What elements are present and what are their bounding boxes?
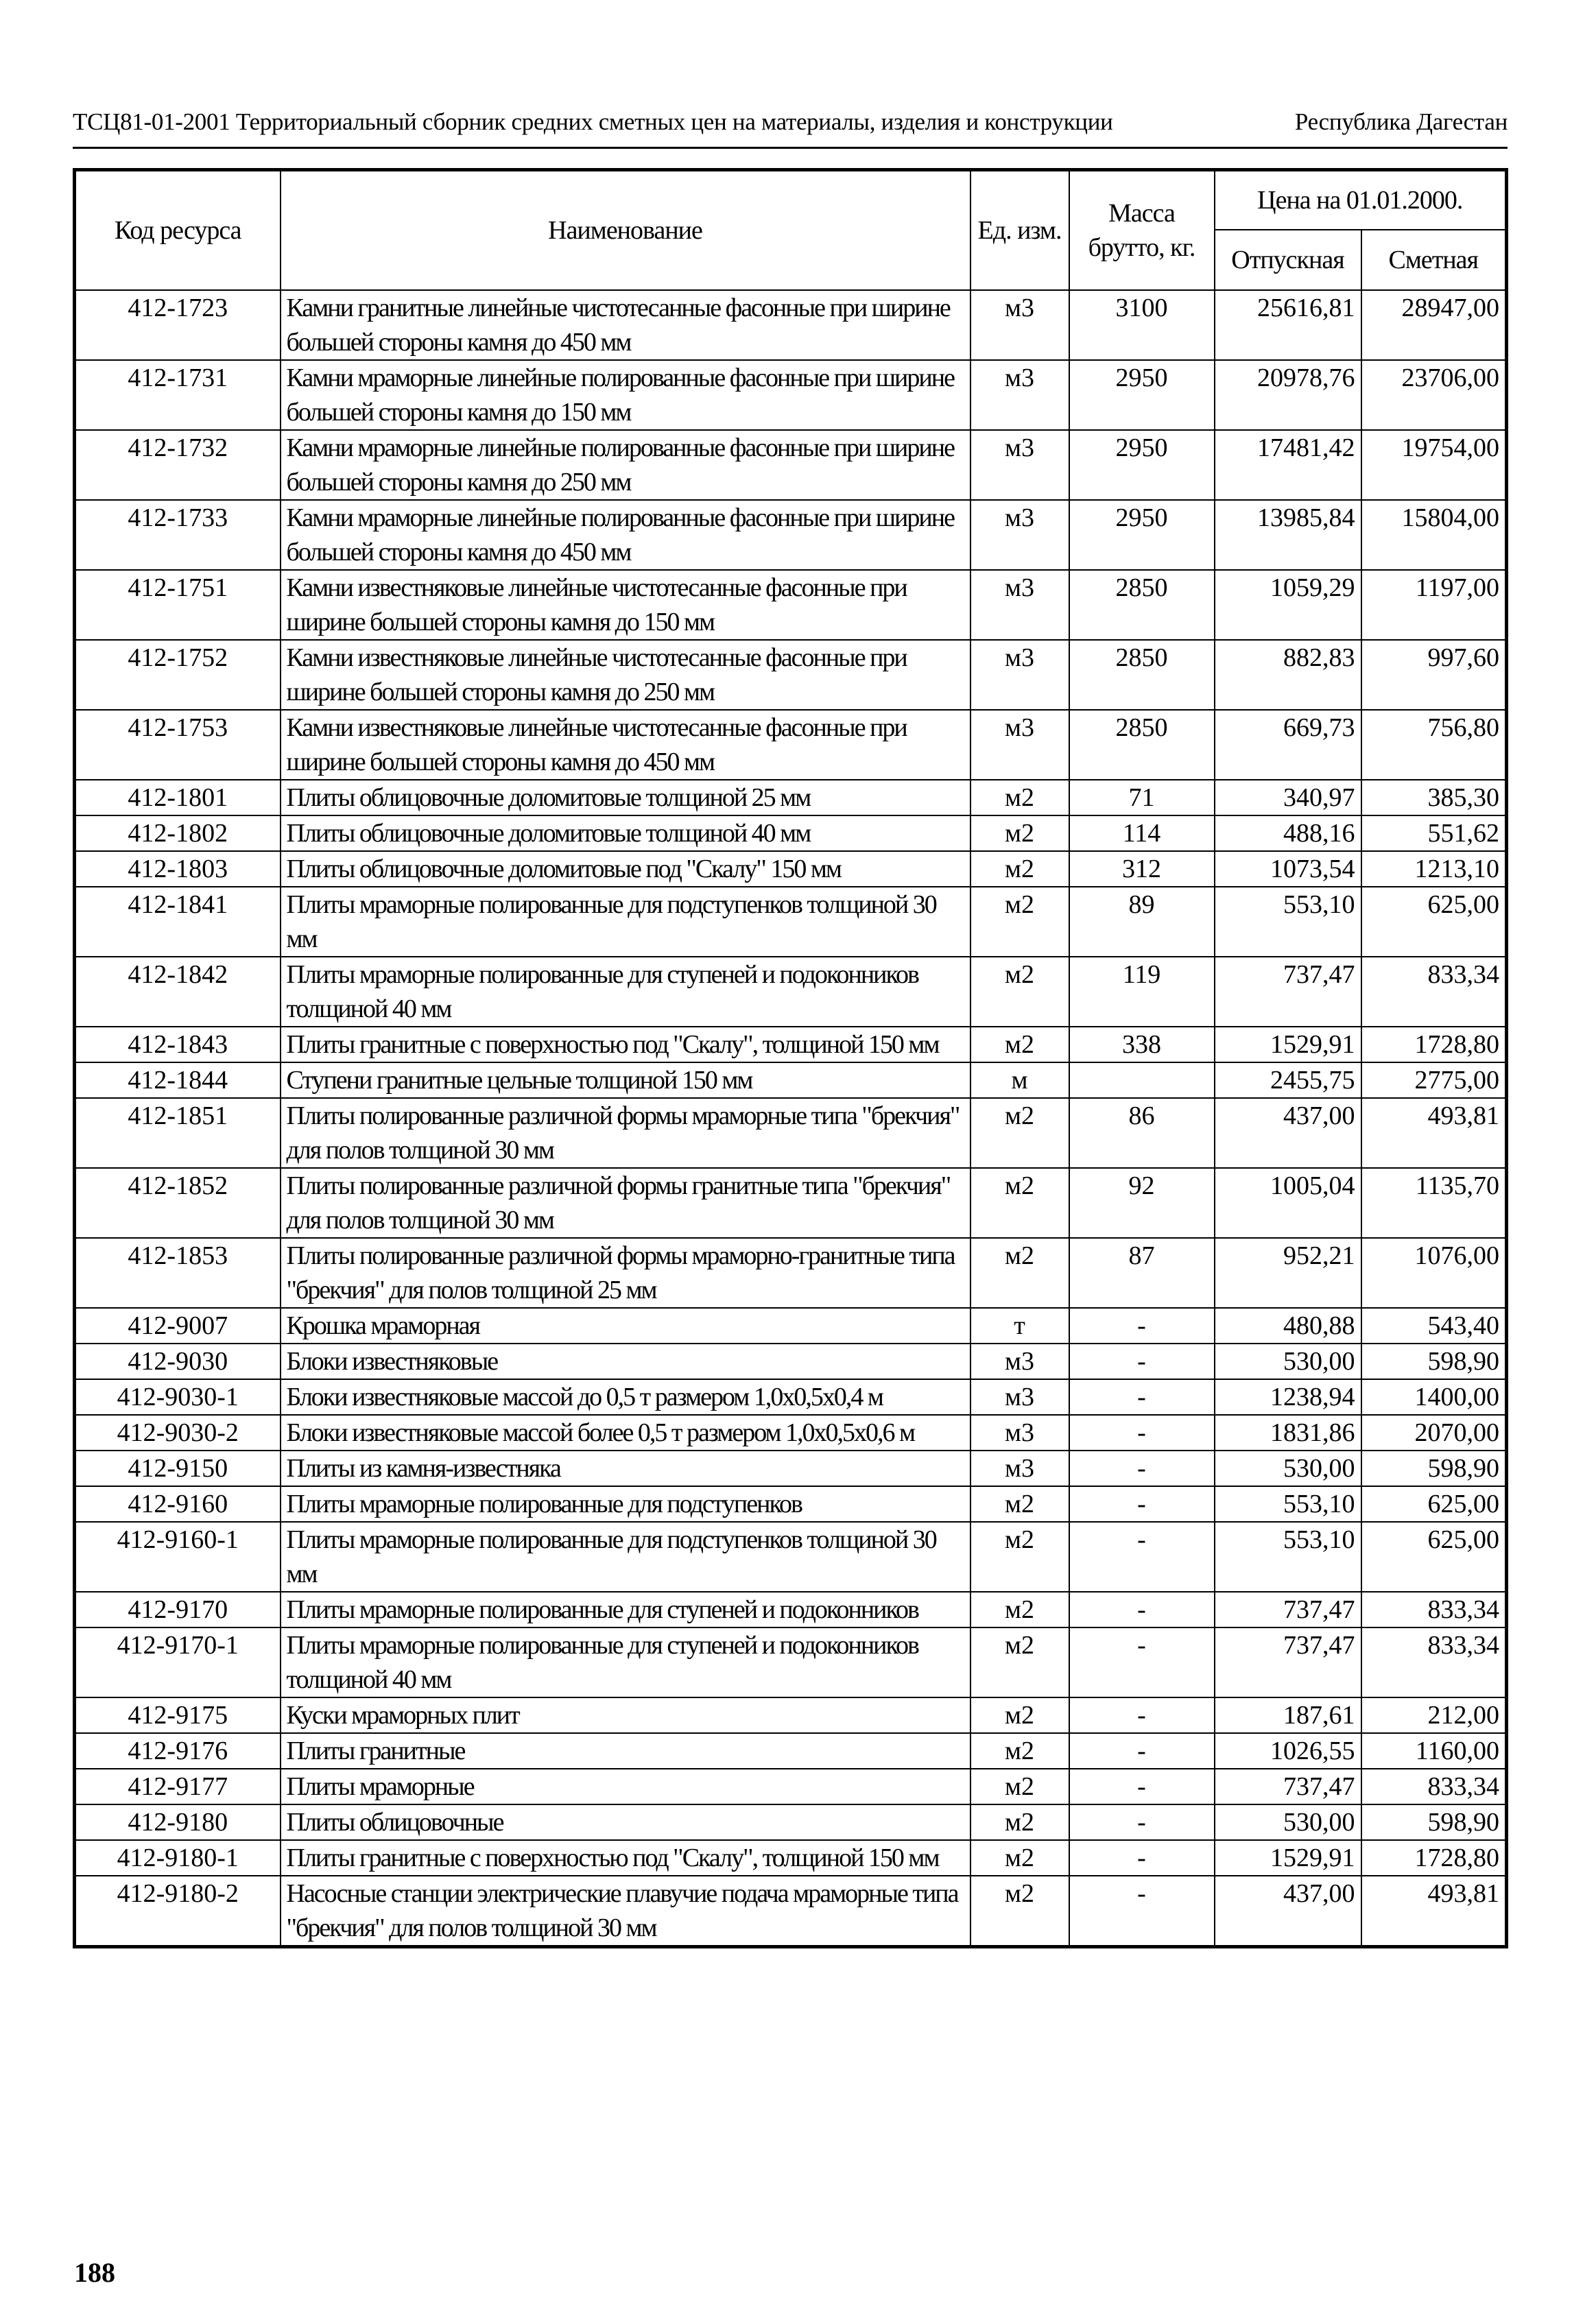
cell-resource-code: 412-1844 (75, 1062, 281, 1098)
cell-resource-code: 412-9160-1 (75, 1522, 281, 1592)
cell-resource-code: 412-1853 (75, 1238, 281, 1308)
cell-resource-code: 412-1843 (75, 1027, 281, 1062)
cell-mass: 3100 (1069, 290, 1215, 360)
cell-mass: 312 (1069, 851, 1215, 887)
table-row (75, 1486, 1507, 1522)
cell-resource-code: 412-1751 (75, 570, 281, 640)
cell-release-price: 882,83 (1215, 640, 1361, 710)
cell-name: Плиты мраморные полированные для ступеней и подоконников (281, 1592, 970, 1627)
cell-mass: - (1069, 1697, 1215, 1733)
cell-mass: 89 (1069, 887, 1215, 957)
column-header-name: Наименование (281, 170, 970, 291)
cell-estimate-price: 212,00 (1361, 1697, 1507, 1733)
table-row (75, 1451, 1507, 1486)
cell-resource-code: 412-1732 (75, 430, 281, 500)
cell-release-price: 187,61 (1215, 1697, 1361, 1733)
cell-resource-code: 412-9180-2 (75, 1876, 281, 1947)
table-row (75, 780, 1507, 815)
cell-resource-code: 412-9030-1 (75, 1379, 281, 1415)
cell-unit: м2 (970, 1733, 1069, 1769)
cell-estimate-price: 1197,00 (1361, 570, 1507, 640)
cell-unit: м2 (970, 1840, 1069, 1876)
cell-name: Плиты мраморные полированные для ступеней и подоконников толщиной 40 мм (281, 1627, 970, 1697)
column-header-price-group: Цена на 01.01.2000. (1215, 170, 1507, 230)
cell-estimate-price: 1213,10 (1361, 851, 1507, 887)
cell-estimate-price: 1728,80 (1361, 1027, 1507, 1062)
table-row (75, 430, 1507, 500)
cell-resource-code: 412-9170-1 (75, 1627, 281, 1697)
cell-mass: - (1069, 1379, 1215, 1415)
table-row (75, 1627, 1507, 1697)
cell-release-price: 1529,91 (1215, 1840, 1361, 1876)
cell-unit: м2 (970, 1168, 1069, 1238)
cell-unit: т (970, 1308, 1069, 1344)
cell-mass: 86 (1069, 1098, 1215, 1168)
cell-estimate-price: 756,80 (1361, 710, 1507, 780)
table-row (75, 290, 1507, 360)
table-row (75, 1876, 1507, 1947)
table-row (75, 500, 1507, 570)
cell-estimate-price: 1400,00 (1361, 1379, 1507, 1415)
cell-release-price: 488,16 (1215, 815, 1361, 851)
table-header-row (75, 170, 1507, 230)
cell-estimate-price: 833,34 (1361, 957, 1507, 1027)
cell-mass: 2950 (1069, 500, 1215, 570)
cell-mass: 2950 (1069, 360, 1215, 430)
cell-name: Плиты мраморные (281, 1769, 970, 1804)
column-header-unit: Ед. изм. (970, 170, 1069, 291)
cell-resource-code: 412-9180-1 (75, 1840, 281, 1876)
cell-unit: м3 (970, 1451, 1069, 1486)
cell-resource-code: 412-1842 (75, 957, 281, 1027)
cell-release-price: 1073,54 (1215, 851, 1361, 887)
table-row (75, 1027, 1507, 1062)
header-region: Республика Дагестан (1294, 108, 1508, 135)
cell-estimate-price: 493,81 (1361, 1098, 1507, 1168)
cell-estimate-price: 19754,00 (1361, 430, 1507, 500)
cell-mass: - (1069, 1522, 1215, 1592)
cell-mass: - (1069, 1840, 1215, 1876)
cell-resource-code: 412-1841 (75, 887, 281, 957)
cell-name: Камни известняковые линейные чистотесанные фасонные при ширине большей стороны камня до 450 мм (281, 710, 970, 780)
cell-estimate-price: 625,00 (1361, 887, 1507, 957)
cell-release-price: 1059,29 (1215, 570, 1361, 640)
cell-release-price: 669,73 (1215, 710, 1361, 780)
cell-name: Плиты мраморные полированные для подступенков толщиной 30 мм (281, 1522, 970, 1592)
cell-mass: - (1069, 1451, 1215, 1486)
price-table (73, 168, 1508, 1948)
cell-mass: - (1069, 1769, 1215, 1804)
cell-unit: м3 (970, 430, 1069, 500)
cell-release-price: 1529,91 (1215, 1027, 1361, 1062)
cell-mass: - (1069, 1486, 1215, 1522)
cell-resource-code: 412-9150 (75, 1451, 281, 1486)
cell-unit: м3 (970, 1344, 1069, 1379)
table-row (75, 1238, 1507, 1308)
table-row (75, 1522, 1507, 1592)
table-row (75, 1344, 1507, 1379)
cell-resource-code: 412-1752 (75, 640, 281, 710)
table-row (75, 1098, 1507, 1168)
cell-name: Плиты гранитные с поверхностью под "Скалу", толщиной 150 мм (281, 1840, 970, 1876)
cell-name: Плиты полированные различной формы гранитные типа "брекчия" для полов толщиной 30 мм (281, 1168, 970, 1238)
cell-mass: - (1069, 1308, 1215, 1344)
table-row (75, 1168, 1507, 1238)
table-row (75, 1308, 1507, 1344)
cell-name: Камни известняковые линейные чистотесанные фасонные при ширине большей стороны камня до 250 мм (281, 640, 970, 710)
cell-release-price: 25616,81 (1215, 290, 1361, 360)
cell-estimate-price: 385,30 (1361, 780, 1507, 815)
cell-name: Крошка мраморная (281, 1308, 970, 1344)
cell-estimate-price: 997,60 (1361, 640, 1507, 710)
cell-resource-code: 412-1852 (75, 1168, 281, 1238)
cell-name: Куски мраморных плит (281, 1697, 970, 1733)
table-row (75, 1379, 1507, 1415)
cell-name: Плиты полированные различной формы мраморно-гранитные типа "брекчия" для полов толщиной 25 мм (281, 1238, 970, 1308)
column-header-code: Код ресурса (75, 170, 281, 291)
cell-release-price: 437,00 (1215, 1876, 1361, 1947)
cell-unit: м2 (970, 1486, 1069, 1522)
cell-release-price: 480,88 (1215, 1308, 1361, 1344)
cell-name: Плиты облицовочные доломитовые под "Скалу" 150 мм (281, 851, 970, 887)
table-header (75, 170, 1507, 291)
cell-resource-code: 412-1731 (75, 360, 281, 430)
cell-resource-code: 412-1801 (75, 780, 281, 815)
cell-resource-code: 412-9175 (75, 1697, 281, 1733)
cell-release-price: 553,10 (1215, 887, 1361, 957)
cell-unit: м2 (970, 1876, 1069, 1947)
cell-name: Плиты полированные различной формы мраморные типа "брекчия" для полов толщиной 30 мм (281, 1098, 970, 1168)
page-number: 188 (74, 2257, 115, 2288)
cell-release-price: 340,97 (1215, 780, 1361, 815)
cell-release-price: 1238,94 (1215, 1379, 1361, 1415)
cell-resource-code: 412-9030 (75, 1344, 281, 1379)
cell-release-price: 1831,86 (1215, 1415, 1361, 1451)
cell-mass: 2850 (1069, 710, 1215, 780)
cell-estimate-price: 598,90 (1361, 1344, 1507, 1379)
table-body (75, 290, 1507, 1947)
cell-release-price: 437,00 (1215, 1098, 1361, 1168)
cell-estimate-price: 1135,70 (1361, 1168, 1507, 1238)
cell-resource-code: 412-1802 (75, 815, 281, 851)
cell-unit: м2 (970, 1769, 1069, 1804)
cell-mass: 119 (1069, 957, 1215, 1027)
cell-estimate-price: 493,81 (1361, 1876, 1507, 1947)
table-row (75, 1733, 1507, 1769)
table-row (75, 1592, 1507, 1627)
cell-unit: м2 (970, 1027, 1069, 1062)
cell-unit: м2 (970, 1238, 1069, 1308)
cell-unit: м2 (970, 1522, 1069, 1592)
cell-release-price: 530,00 (1215, 1344, 1361, 1379)
cell-unit: м2 (970, 957, 1069, 1027)
cell-release-price: 737,47 (1215, 1627, 1361, 1697)
cell-estimate-price: 1076,00 (1361, 1238, 1507, 1308)
cell-mass: - (1069, 1627, 1215, 1697)
cell-resource-code: 412-9160 (75, 1486, 281, 1522)
cell-mass: 2950 (1069, 430, 1215, 500)
cell-mass: 71 (1069, 780, 1215, 815)
cell-resource-code: 412-1723 (75, 290, 281, 360)
cell-release-price: 20978,76 (1215, 360, 1361, 430)
cell-estimate-price: 543,40 (1361, 1308, 1507, 1344)
cell-unit: м3 (970, 500, 1069, 570)
cell-release-price: 737,47 (1215, 1592, 1361, 1627)
cell-name: Камни известняковые линейные чистотесанные фасонные при ширине большей стороны камня до 150 мм (281, 570, 970, 640)
cell-mass: - (1069, 1592, 1215, 1627)
cell-name: Насосные станции электрические плавучие подача мраморные типа "брекчия" для полов толщиной 30 мм (281, 1876, 970, 1947)
cell-estimate-price: 833,34 (1361, 1769, 1507, 1804)
cell-release-price: 1026,55 (1215, 1733, 1361, 1769)
cell-estimate-price: 598,90 (1361, 1804, 1507, 1840)
cell-estimate-price: 625,00 (1361, 1486, 1507, 1522)
cell-unit: м (970, 1062, 1069, 1098)
cell-mass: 92 (1069, 1168, 1215, 1238)
cell-release-price: 737,47 (1215, 1769, 1361, 1804)
cell-name: Плиты облицовочные (281, 1804, 970, 1840)
cell-unit: м2 (970, 1804, 1069, 1840)
cell-resource-code: 412-9007 (75, 1308, 281, 1344)
header-title: ТСЦ81-01-2001 Территориальный сборник средних сметных цен на материалы, изделия и конструкции (73, 108, 1113, 135)
cell-resource-code: 412-1803 (75, 851, 281, 887)
cell-release-price: 1005,04 (1215, 1168, 1361, 1238)
cell-unit: м3 (970, 1415, 1069, 1451)
cell-release-price: 553,10 (1215, 1522, 1361, 1592)
cell-name: Плиты из камня-известняка (281, 1451, 970, 1486)
table-row (75, 1769, 1507, 1804)
header-rule (73, 147, 1508, 149)
cell-unit: м3 (970, 290, 1069, 360)
cell-release-price: 17481,42 (1215, 430, 1361, 500)
cell-name: Плиты мраморные полированные для ступеней и подоконников толщиной 40 мм (281, 957, 970, 1027)
column-header-release-price: Отпускная (1215, 230, 1361, 290)
cell-estimate-price: 551,62 (1361, 815, 1507, 851)
cell-estimate-price: 28947,00 (1361, 290, 1507, 360)
cell-estimate-price: 625,00 (1361, 1522, 1507, 1592)
cell-mass: - (1069, 1415, 1215, 1451)
cell-name: Блоки известняковые (281, 1344, 970, 1379)
cell-name: Плиты облицовочные доломитовые толщиной 25 мм (281, 780, 970, 815)
cell-estimate-price: 833,34 (1361, 1627, 1507, 1697)
table-row (75, 1804, 1507, 1840)
cell-name: Ступени гранитные цельные толщиной 150 мм (281, 1062, 970, 1098)
cell-resource-code: 412-9030-2 (75, 1415, 281, 1451)
table-row (75, 710, 1507, 780)
cell-release-price: 530,00 (1215, 1804, 1361, 1840)
cell-name: Плиты гранитные с поверхностью под "Скалу", толщиной 150 мм (281, 1027, 970, 1062)
cell-mass: 2850 (1069, 640, 1215, 710)
cell-name: Камни мраморные линейные полированные фасонные при ширине большей стороны камня до 250 мм (281, 430, 970, 500)
cell-name: Плиты мраморные полированные для подступенков (281, 1486, 970, 1522)
cell-estimate-price: 833,34 (1361, 1592, 1507, 1627)
table-row (75, 1415, 1507, 1451)
cell-unit: м2 (970, 851, 1069, 887)
cell-estimate-price: 598,90 (1361, 1451, 1507, 1486)
cell-unit: м2 (970, 1627, 1069, 1697)
cell-name: Плиты облицовочные доломитовые толщиной 40 мм (281, 815, 970, 851)
cell-name: Плиты мраморные полированные для подступенков толщиной 30 мм (281, 887, 970, 957)
cell-resource-code: 412-9170 (75, 1592, 281, 1627)
cell-estimate-price: 1728,80 (1361, 1840, 1507, 1876)
cell-name: Камни гранитные линейные чистотесанные фасонные при ширине большей стороны камня до 450 мм (281, 290, 970, 360)
cell-resource-code: 412-9177 (75, 1769, 281, 1804)
table-row (75, 360, 1507, 430)
cell-mass: - (1069, 1344, 1215, 1379)
cell-estimate-price: 15804,00 (1361, 500, 1507, 570)
cell-unit: м2 (970, 1592, 1069, 1627)
cell-mass: 87 (1069, 1238, 1215, 1308)
cell-estimate-price: 2070,00 (1361, 1415, 1507, 1451)
table-row (75, 570, 1507, 640)
column-header-estimate-price: Сметная (1361, 230, 1507, 290)
cell-name: Камни мраморные линейные полированные фасонные при ширине большей стороны камня до 450 мм (281, 500, 970, 570)
cell-unit: м2 (970, 1697, 1069, 1733)
cell-unit: м3 (970, 360, 1069, 430)
running-header (73, 103, 1508, 141)
table-row (75, 815, 1507, 851)
cell-release-price: 2455,75 (1215, 1062, 1361, 1098)
table-row (75, 1062, 1507, 1098)
table-row (75, 1697, 1507, 1733)
cell-mass: - (1069, 1733, 1215, 1769)
cell-release-price: 553,10 (1215, 1486, 1361, 1522)
cell-release-price: 952,21 (1215, 1238, 1361, 1308)
cell-mass: 114 (1069, 815, 1215, 851)
cell-resource-code: 412-9176 (75, 1733, 281, 1769)
cell-resource-code: 412-1851 (75, 1098, 281, 1168)
column-header-mass: Масса брутто, кг. (1069, 170, 1215, 291)
cell-estimate-price: 23706,00 (1361, 360, 1507, 430)
cell-resource-code: 412-1733 (75, 500, 281, 570)
cell-resource-code: 412-1753 (75, 710, 281, 780)
cell-name: Блоки известняковые массой до 0,5 т размером 1,0х0,5х0,4 м (281, 1379, 970, 1415)
cell-unit: м3 (970, 710, 1069, 780)
cell-unit: м2 (970, 780, 1069, 815)
cell-estimate-price: 2775,00 (1361, 1062, 1507, 1098)
cell-estimate-price: 1160,00 (1361, 1733, 1507, 1769)
cell-unit: м2 (970, 1098, 1069, 1168)
table-row (75, 1840, 1507, 1876)
table-row (75, 957, 1507, 1027)
table-row (75, 887, 1507, 957)
cell-unit: м3 (970, 1379, 1069, 1415)
cell-release-price: 737,47 (1215, 957, 1361, 1027)
cell-resource-code: 412-9180 (75, 1804, 281, 1840)
cell-mass: 338 (1069, 1027, 1215, 1062)
cell-unit: м3 (970, 570, 1069, 640)
cell-release-price: 13985,84 (1215, 500, 1361, 570)
cell-mass: 2850 (1069, 570, 1215, 640)
cell-name: Камни мраморные линейные полированные фасонные при ширине большей стороны камня до 150 мм (281, 360, 970, 430)
table-row (75, 640, 1507, 710)
cell-name: Блоки известняковые массой более 0,5 т размером 1,0х0,5х0,6 м (281, 1415, 970, 1451)
cell-mass (1069, 1062, 1215, 1098)
cell-unit: м2 (970, 815, 1069, 851)
table-row (75, 851, 1507, 887)
cell-unit: м2 (970, 887, 1069, 957)
cell-release-price: 530,00 (1215, 1451, 1361, 1486)
cell-unit: м3 (970, 640, 1069, 710)
cell-name: Плиты гранитные (281, 1733, 970, 1769)
cell-mass: - (1069, 1804, 1215, 1840)
cell-mass: - (1069, 1876, 1215, 1947)
